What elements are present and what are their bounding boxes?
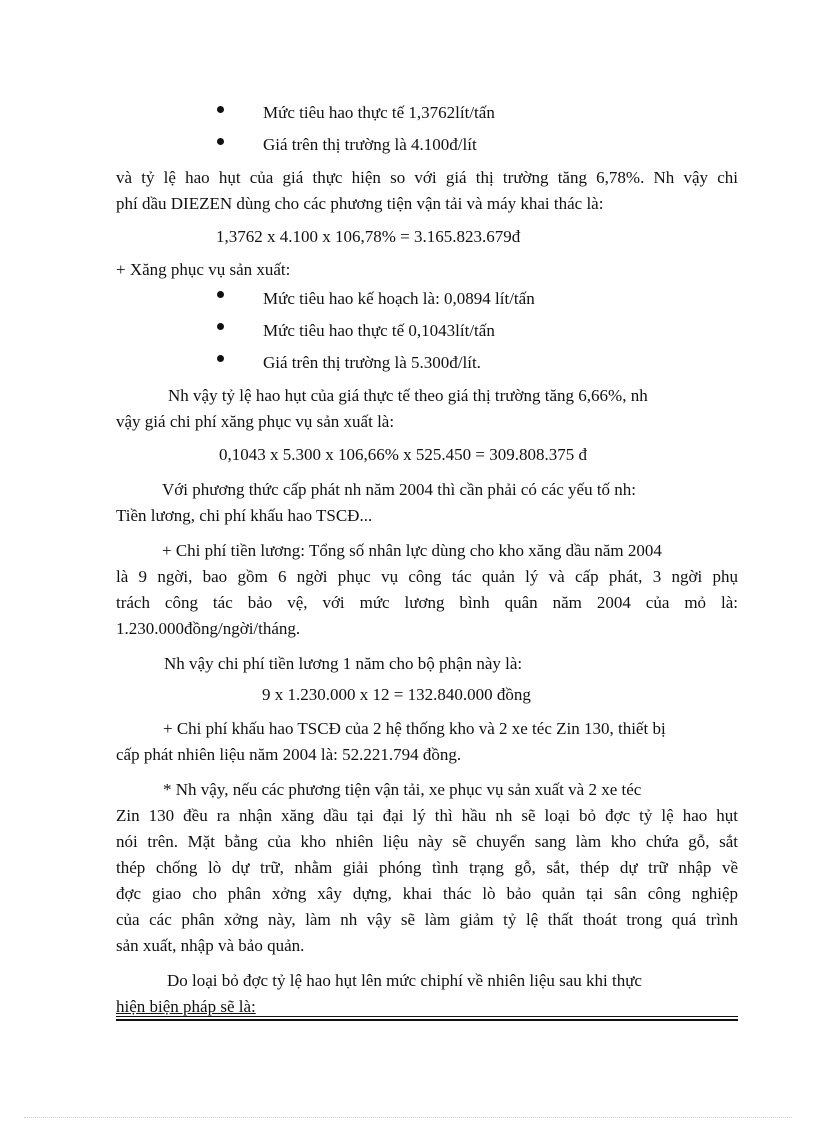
paragraph-line: + Chi phí tiền lương: Tổng số nhân lực dùng cho kho xăng dầu năm 2004 [162,541,662,560]
paragraph-line: Nh vậy tỷ lệ hao hụt của giá thực tế theo giá thị trường tăng 6,66%, nh [168,386,648,405]
paragraph-line: Với phương thức cấp phát nh năm 2004 thì cần phải có các yếu tố nh: [162,480,637,499]
bullet-item: Mức tiêu hao kế hoạch là: 0,0894 lít/tấn [263,289,535,308]
paragraph-line: hiện biện pháp sẽ là: [116,997,256,1016]
bullet-dot [217,106,224,113]
paragraph-line: cấp phát nhiên liệu năm 2004 là: 52.221.794 đồng. [116,745,462,764]
paragraph-line: sản xuất, nhập và bảo quản. [116,936,305,955]
divider-line-thick [116,1019,738,1021]
bullet-dot [217,355,224,362]
paragraph-line: nói trên. Mặt bằng của kho nhiên liệu này sẽ chuyển sang làm kho chứa gỗ, sắt [116,832,738,851]
section-heading: + Xăng phục vụ sản xuất: [116,260,291,279]
paragraph-line: phí dầu DIEZEN dùng cho các phương tiện vận tải và máy khai thác là: [116,194,604,213]
paragraph-line: trách công tác bảo vệ, với mức lương bình quân năm 2004 của mỏ là: [116,593,738,612]
bullet-item: Giá trên thị trường là 5.300đ/lít. [263,353,481,372]
bullet-dot [217,291,224,298]
paragraph-line: đợc giao cho phân xởng xây dựng, khai thác lò bảo quản tại sân công nghiệp [116,884,738,903]
paragraph-line: là 9 ngời, bao gồm 6 ngời phục vụ công tác quản lý và cấp phát, 3 ngời phụ [116,567,738,586]
paragraph-line: Zin 130 đều ra nhận xăng dầu tại đại lý thì hầu nh sẽ loại bỏ đợc tỷ lệ hao hụt [116,806,738,825]
bullet-item: Mức tiêu hao thực tế 0,1043lít/tấn [263,321,495,340]
bullet-dot [217,138,224,145]
formula: 0,1043 x 5.300 x 106,66% x 525.450 = 309.808.375 đ [219,445,587,464]
paragraph-line: * Nh vậy, nếu các phương tiện vận tải, xe phục vụ sản xuất và 2 xe téc [163,780,642,799]
paragraph-line: thép chống lò dự trữ, nhằm giải phóng tình trạng gỗ, sắt, thép dự trữ nhập về [116,858,738,877]
paragraph-line: Nh vậy chi phí tiền lương 1 năm cho bộ phận này là: [164,654,523,673]
divider-line [116,1016,738,1017]
bullet-item: Mức tiêu hao thực tế 1,3762lít/tấn [263,103,495,122]
formula: 9 x 1.230.000 x 12 = 132.840.000 đồng [262,685,531,704]
formula: 1,3762 x 4.100 x 106,78% = 3.165.823.679đ [216,227,521,246]
paragraph-line: vậy giá chi phí xăng phục vụ sản xuất là: [116,412,395,431]
paragraph-line: Do loại bỏ đợc tỷ lệ hao hụt lên mức chiphí về nhiên liệu sau khi thực [167,971,642,990]
paragraph-line: Tiền lương, chi phí khấu hao TSCĐ... [116,506,373,525]
paragraph-line: của các phân xởng này, làm nh vậy sẽ làm giảm tỷ lệ thất thoát trong quá trình [116,910,738,929]
bullet-item: Giá trên thị trường là 4.100đ/lít [263,135,477,154]
paragraph-line: + Chi phí khấu hao TSCĐ của 2 hệ thống kho và 2 xe téc Zin 130, thiết bị [163,719,666,738]
bullet-dot [217,323,224,330]
paragraph-line: 1.230.000đồng/ngời/tháng. [116,619,301,638]
paragraph-line: và tỷ lệ hao hụt của giá thực hiện so với giá thị trường tăng 6,78%. Nh vậy chi [116,168,738,187]
page-edge [24,1117,792,1118]
